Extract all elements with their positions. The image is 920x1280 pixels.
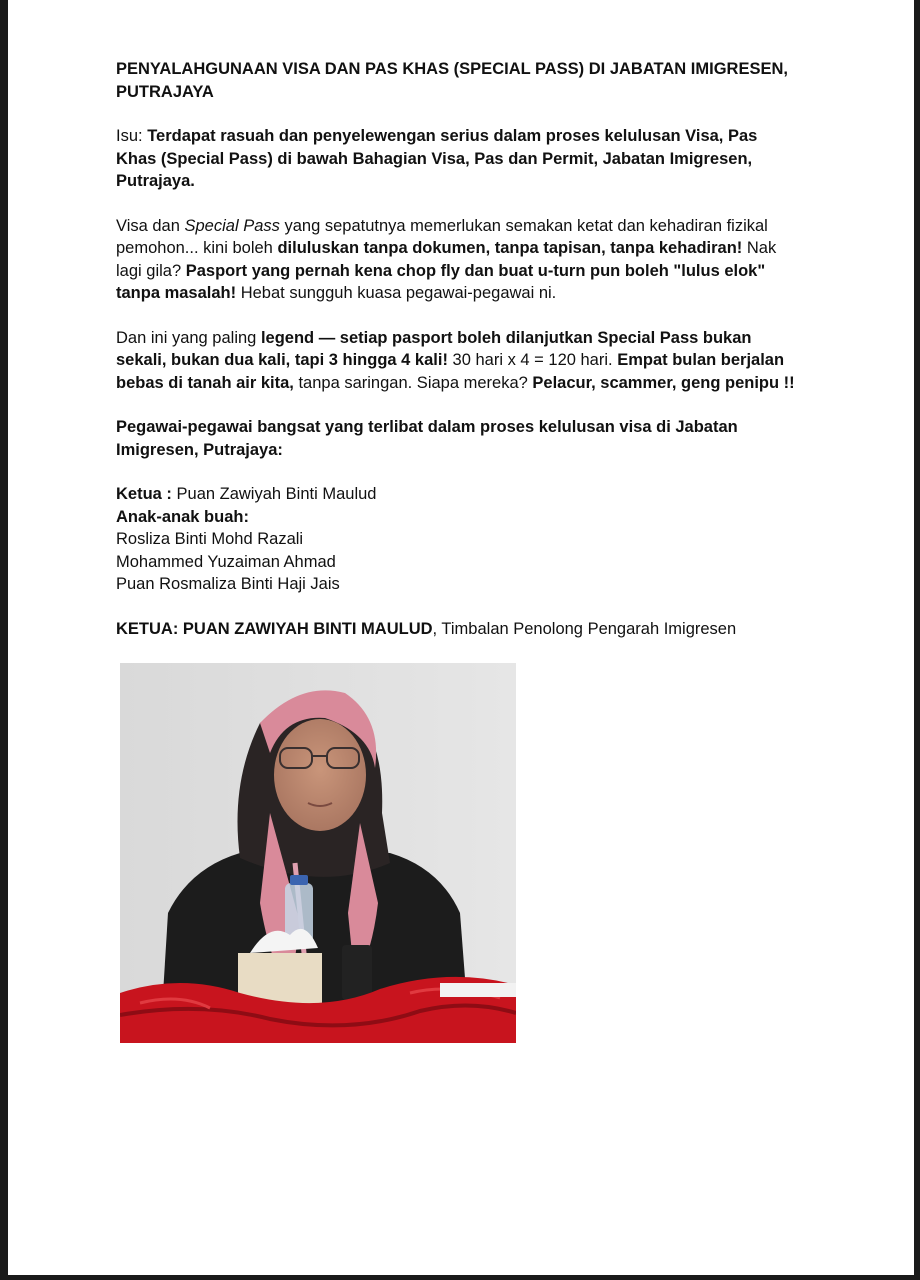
subordinate-name: Mohammed Yuzaiman Ahmad [116, 552, 336, 571]
document-title: PENYALAHGUNAAN VISA DAN PAS KHAS (SPECIAL PASS) DI JABATAN IMIGRESEN, PUTRAJAYA [116, 60, 788, 101]
caption-title: , Timbalan Penolong Pengarah Imigresen [432, 619, 737, 638]
issue-paragraph [116, 125, 796, 193]
leader-label: Ketua : [116, 485, 177, 503]
text-run: Dan ini yang paling [116, 328, 261, 347]
text-run: tanpa saringan. Siapa mereka? [293, 373, 533, 392]
text-run: 30 hari x 4 = 120 hari. [447, 351, 618, 369]
photo-caption [116, 618, 796, 641]
leader-line [116, 483, 796, 506]
text-run: Nak lagi gila? [116, 239, 777, 280]
special-pass-paragraph [116, 327, 796, 395]
text-run: yang sepatutnya memerlukan semakan ketat dan kehadiran fizikal pemohon... kini boleh [116, 216, 768, 257]
officer-photo [120, 663, 516, 1043]
text-run: Hebat sungguh kuasa pegawai-pegawai ni. [236, 284, 557, 302]
text-run: diluluskan tanpa dokumen, tanpa tapisan, tanpa kehadiran! [277, 239, 743, 257]
subordinate-name: Rosliza Binti Mohd Razali [116, 530, 304, 548]
caption-name: KETUA: PUAN ZAWIYAH BINTI MAULUD [116, 619, 433, 638]
subordinates-label: Anak-anak buah: [116, 507, 249, 526]
issue-text: Terdapat rasuah dan penyelewengan serius dalam proses kelulusan Visa, Pas Khas (Special Pass) di bawah Bahagian Visa, Pas dan Permit, Jabatan Imigresen, Putrajaya. [116, 127, 758, 190]
text-run: Visa dan [116, 216, 185, 235]
subordinate-name: Puan Rosmaliza Binti Haji Jais [116, 575, 340, 593]
text-run: Special Pass [184, 216, 280, 235]
portrait-illustration [120, 663, 516, 1043]
text-run: Pasport yang pernah kena chop fly dan buat u-turn pun boleh "lulus elok" tanpa masalah! [116, 261, 766, 302]
text-run: Empat bulan berjalan bebas di tanah air kita, [116, 351, 785, 392]
document-body [116, 58, 796, 640]
face-shape [274, 719, 366, 831]
officers-heading: Pegawai-pegawai bangsat yang terlibat dalam proses kelulusan visa di Jabatan Imigresen, Putrajaya: [116, 418, 738, 459]
text-run: Pelacur, scammer, geng penipu !! [532, 373, 795, 392]
document-page [8, 0, 914, 1275]
text-run: legend — setiap pasport boleh dilanjutkan Special Pass bukan sekali, bukan dua kali, tapi 3 hingga 4 kali! [116, 328, 752, 369]
issue-prefix: Isu: [116, 127, 148, 145]
leader-name: Puan Zawiyah Binti Maulud [176, 485, 377, 503]
visa-paragraph [116, 215, 796, 305]
